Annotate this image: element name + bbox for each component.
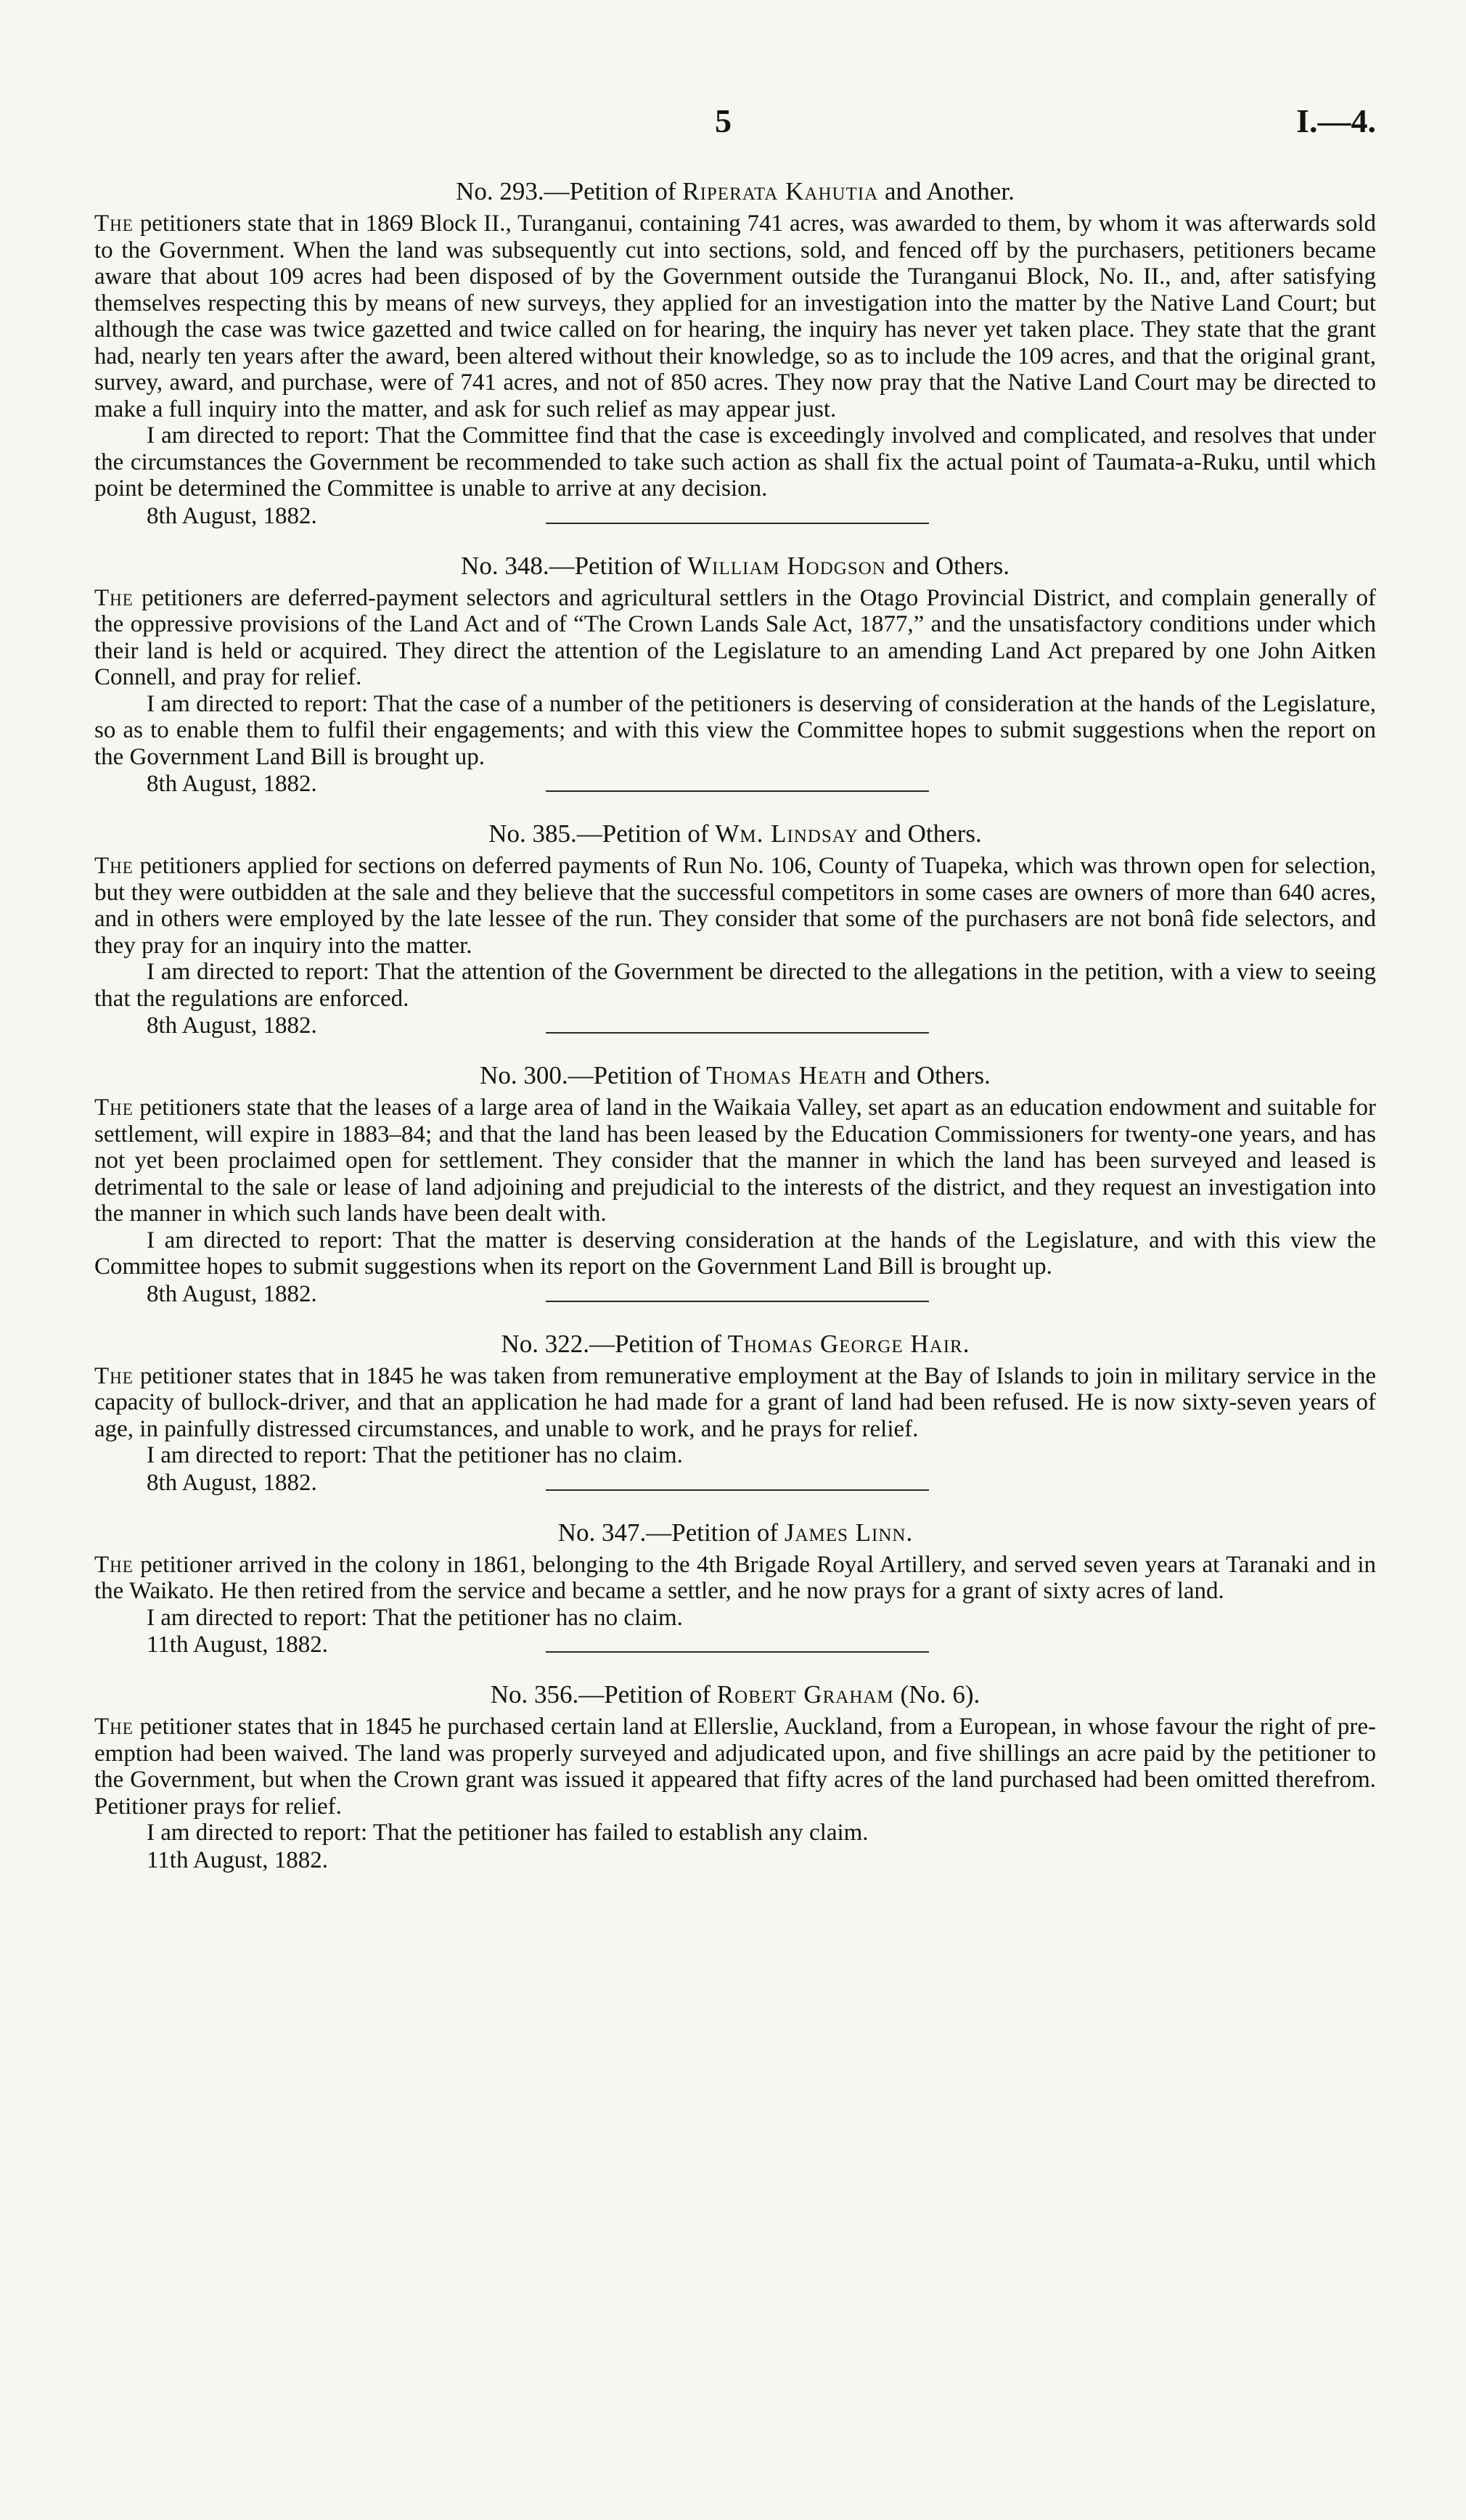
section-divider	[546, 1301, 929, 1302]
petition-entry	[94, 1517, 1376, 1680]
petitioner-name: Thomas George Hair	[727, 1329, 963, 1358]
petition-title-suffix: (No. 6).	[893, 1680, 980, 1709]
committee-report: I am directed to report: That the attention of the Government be directed to the allegations in the petition, with a view to seeing that the regulations are enforced.	[94, 959, 1376, 1012]
date-row	[94, 1280, 1376, 1311]
petition-lead-word: The	[94, 1095, 134, 1121]
petition-body-text: petitioners applied for sections on deferred payments of Run No. 106, County of Tuapeka, which was thrown open for selection, but they were outbidden at the sale and they believe that the successful competitors in some cases are owners of more than 640 acres, and in others were employed by the late lessee of the run. They consider that some of the purchasers are not bonâ fide selectors, and they pray for an inquiry into the matter.	[94, 853, 1376, 959]
report-date: 8th August, 1882.	[147, 1469, 317, 1496]
committee-report: I am directed to report: That the matter is deserving consideration at the hands of the Legislature, and with this view the Committee hopes to submit suggestions when its report on the Government Land Bill is brought up.	[94, 1227, 1376, 1280]
petition-lead-word: The	[94, 853, 134, 879]
petition-lead-word: The	[94, 1551, 134, 1578]
petition-entry	[94, 1060, 1376, 1328]
petition-body-text: petitioner states that in 1845 he purchased certain land at Ellerslie, Auckland, from a European, in whose favour the right of pre-emption had been waived. The land was properly surveyed and adjudicated upon, and five shillings an acre paid by the petitioner to the Government, but when the Crown grant was issued it appeared that fifty acres of the land purchased had been omitted therefrom. Petitioner prays for relief.	[94, 1714, 1376, 1820]
report-date: 8th August, 1882.	[147, 502, 317, 529]
petition-number: No. 322.—Petition of	[501, 1329, 721, 1358]
petition-body	[94, 1714, 1376, 1820]
committee-report: I am directed to report: That the petitioner has no claim.	[147, 1604, 683, 1631]
petition-body-text: petitioners state that the leases of a large area of land in the Waikaia Valley, set apart as an education endowment and suitable for settlement, will expire in 1883–84; and that the land has been leased by the Education Commissioners for twenty-one years, and has not yet been proclaimed open for settlement. They consider that the manner in which the land has been surveyed and leased is detrimental to the sale or lease of land adjoining and prejudicial to the interests of the district, and they request an investigation into the manner in which such lands have been dealt with.	[94, 1095, 1376, 1227]
committee-report: I am directed to report: That the case of a number of the petitioners is deserving of consideration at the hands of the Legislature, so as to enable them to fulfil their engagements; and with this view the Committee hopes to submit suggestions when the report on the Government Land Bill is brought up.	[94, 690, 1376, 770]
petitioner-name: Wm. Lindsay	[715, 819, 859, 848]
petition-title	[94, 1517, 1376, 1549]
section-divider	[546, 1489, 929, 1491]
petition-body	[94, 1095, 1376, 1227]
petition-lead-word: The	[94, 584, 134, 611]
petition-body	[94, 1552, 1376, 1605]
report-date: 11th August, 1882.	[147, 1846, 328, 1873]
petition-body-text: petitioner states that in 1845 he was taken from remunerative employment at the Bay of Islands to join in military service in the capacity of bullock-driver, and that an application he had made for a grant of land had been refused. He is now sixty-seven years of age, in painfully distressed circumstances, and unable to work, and he prays for relief.	[94, 1362, 1376, 1442]
petition-entry	[94, 1328, 1376, 1517]
committee-report: I am directed to report: That the petitioner has no claim.	[147, 1442, 683, 1468]
petition-entry	[94, 818, 1376, 1060]
petition-number: No. 356.—Petition of	[490, 1680, 711, 1709]
petitioner-name: Riperata Kahutia	[682, 177, 879, 205]
petition-title-suffix: and Others.	[885, 551, 1010, 580]
petition-entry	[94, 176, 1376, 550]
committee-report: I am directed to report: That the Committee find that the case is exceedingly involved and complicated, and resolves that under the circumstances the Government be recommended to take such action as shall fix the actual point of Taumata-a-Ruku, until which point be determined the Committee is unable to arrive at any decision.	[94, 422, 1376, 502]
petitions-list	[94, 176, 1376, 1877]
petition-title	[94, 1328, 1376, 1360]
petition-body-text: petitioners state that in 1869 Block II., Turanganui, containing 741 acres, was awarded to them, by whom it was afterwards sold to the Government. When the land was subsequently cut into sections, sold, and fenced off by the purchasers, petitioners became aware that about 109 acres had been disposed of by the Government outside the Turanganui Block, No. II., and, after satisfying themselves respecting this by means of new surveys, they applied for an investigation into the matter by the Native Land Court; but although the case was twice gazetted and twice called on for hearing, the inquiry has never yet taken place. They state that the grant had, nearly ten years after the award, been altered without their knowledge, so as to include the 109 acres, and that the original grant, survey, award, and purchase, were of 741 acres, and not of 850 acres. They now pray that the Native Land Court may be directed to make a full inquiry into the matter, and ask for such relief as may appear just.	[94, 210, 1376, 422]
petition-title	[94, 818, 1376, 850]
petition-title-suffix: and Others.	[867, 1061, 991, 1089]
petition-lead-word: The	[94, 1362, 134, 1389]
petition-body-text: petitioner arrived in the colony in 1861, belonging to the 4th Brigade Royal Artillery, and served seven years at Taranaki and in the Waikato. He then retired from the service and became a settler, and he now prays for a grant of sixty acres of land.	[94, 1551, 1376, 1604]
petition-number: No. 347.—Petition of	[557, 1518, 779, 1547]
petition-number: No. 300.—Petition of	[480, 1061, 700, 1089]
petition-number: No. 293.—Petition of	[456, 177, 676, 205]
petition-body	[94, 210, 1376, 422]
page-number: 5	[715, 102, 732, 139]
petitioner-name: Robert Graham	[716, 1680, 894, 1709]
date-row	[94, 770, 1376, 801]
date-row	[94, 1469, 1376, 1500]
petitioner-name: Thomas Heath	[706, 1061, 867, 1089]
petition-entry	[94, 1679, 1376, 1877]
petitioner-name: James Linn	[784, 1518, 906, 1547]
date-row	[94, 1012, 1376, 1042]
petition-title-suffix: and Others.	[858, 819, 982, 848]
report-date: 8th August, 1882.	[147, 771, 317, 797]
petition-body-text: petitioners are deferred-payment selectors and agricultural settlers in the Otago Provincial District, and complain generally of the oppressive provisions of the Land Act and of “The Crown Lands Sale Act, 1877,” and the unsatisfactory conditions under which their land is held or acquired. They direct the attention of the Legislature to an amending Land Act prepared by one John Aitken Connell, and pray for relief.	[94, 584, 1376, 690]
petition-title-suffix: .	[906, 1518, 913, 1547]
section-divider	[546, 1651, 929, 1653]
petition-title	[94, 550, 1376, 582]
petition-title-suffix: and Another.	[878, 177, 1015, 205]
report-date: 8th August, 1882.	[147, 1012, 317, 1039]
page-header	[0, 102, 1466, 145]
section-divider	[546, 790, 929, 792]
section-divider	[546, 1032, 929, 1034]
petition-number: No. 385.—Petition of	[488, 819, 709, 848]
petition-title	[94, 1060, 1376, 1092]
petition-title	[94, 176, 1376, 208]
report-date: 11th August, 1882.	[147, 1632, 328, 1658]
petition-lead-word: The	[94, 210, 134, 237]
petition-body	[94, 1363, 1376, 1443]
petition-title-suffix: .	[962, 1329, 970, 1358]
committee-report: I am directed to report: That the petitioner has failed to establish any claim.	[147, 1820, 869, 1846]
petition-body	[94, 853, 1376, 959]
report-date: 8th August, 1882.	[147, 1280, 317, 1307]
date-row	[94, 502, 1376, 533]
petition-lead-word: The	[94, 1714, 134, 1740]
petition-title	[94, 1679, 1376, 1711]
petition-entry	[94, 550, 1376, 819]
petitioner-name: William Hodgson	[687, 551, 886, 580]
section-divider	[546, 523, 929, 524]
petition-body	[94, 585, 1376, 691]
petition-number: No. 348.—Petition of	[461, 551, 681, 580]
date-row	[94, 1631, 1376, 1661]
document-code: I.—4.	[1296, 102, 1376, 139]
date-row	[94, 1846, 1376, 1877]
